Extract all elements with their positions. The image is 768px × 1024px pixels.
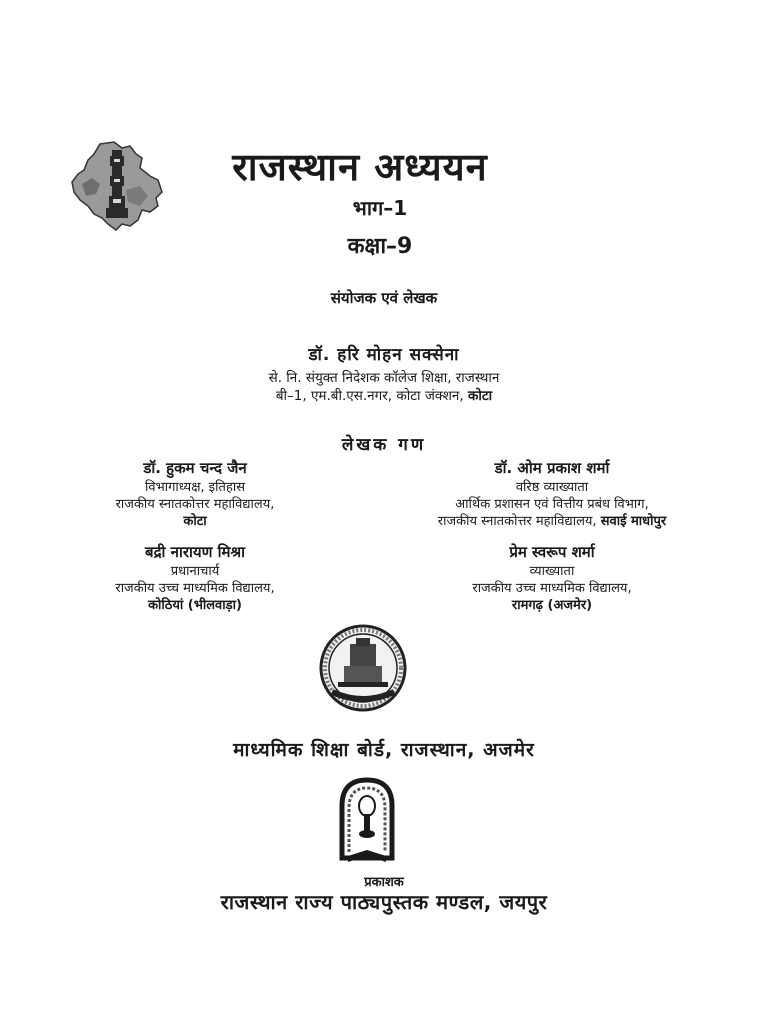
book-title: राजस्थान अध्ययन: [232, 145, 488, 189]
author-card: [392, 541, 712, 614]
author-name: बद्री नारायण मिश्रा: [145, 543, 245, 561]
coordinator-address: [184, 387, 584, 405]
author-designation: व्याख्याता: [529, 564, 575, 579]
author-card: [392, 457, 712, 530]
author-designation: प्रधानाचार्य: [170, 564, 220, 579]
author-place: कोटा: [183, 514, 207, 529]
coordinator-heading: संयोजक एवं लेखक: [330, 289, 438, 307]
author-department: आर्थिक प्रशासन एवं वित्तीय प्रबंध विभाग,: [455, 497, 649, 512]
author-institution-line: [392, 513, 712, 530]
author-institution: राजकीय उच्च माध्यमिक विद्यालय,: [472, 581, 632, 596]
board-name: माध्यमिक शिक्षा बोर्ड, राजस्थान, अजमेर: [233, 739, 535, 761]
author-designation: विभागाध्यक्ष, इतिहास: [144, 480, 246, 495]
author-name: डॉ. ओम प्रकाश शर्मा: [494, 459, 610, 477]
author-institution: राजकीय स्नातकोत्तर महाविद्यालय,: [115, 497, 275, 512]
board-seal-icon: [312, 622, 414, 714]
author-institution: राजकीय स्नातकोत्तर महाविद्यालय,: [437, 514, 601, 529]
author-card: [35, 457, 355, 530]
publisher-label: प्रकाशक: [364, 875, 404, 890]
author-institution: राजकीय उच्च माध्यमिक विद्यालय,: [115, 581, 275, 596]
coordinator-designation: से. नि. संयुक्त निदेशक कॉलेज शिक्षा, राजस्थान: [268, 370, 500, 386]
coordinator-name: डॉ. हरि मोहन सक्सेना: [308, 345, 460, 365]
author-place: सवाई माधोपुर: [600, 514, 667, 529]
author-name: डॉ. हुकम चन्द जैन: [143, 459, 247, 477]
publisher-logo-icon: [336, 776, 398, 866]
writers-heading: लेखक गण: [341, 435, 427, 455]
author-place: रामगढ़ (अजमेर): [511, 598, 593, 613]
author-name: प्रेम स्वरूप शर्मा: [509, 543, 595, 561]
coordinator-city: कोटा: [467, 388, 493, 404]
author-designation: वरिष्ठ व्याख्याता: [515, 480, 589, 495]
author-place: कोठियां (भीलवाड़ा): [148, 598, 242, 613]
publisher-name: राजस्थान राज्य पाठ्यपुस्तक मण्डल, जयपुर: [220, 890, 548, 914]
part-number: भाग–1: [352, 196, 408, 220]
author-card: [35, 541, 355, 614]
class-label: कक्षा–9: [347, 234, 413, 259]
coordinator-address-text: बी–1, एम.बी.एस.नगर, कोटा जंक्शन,: [275, 388, 468, 404]
